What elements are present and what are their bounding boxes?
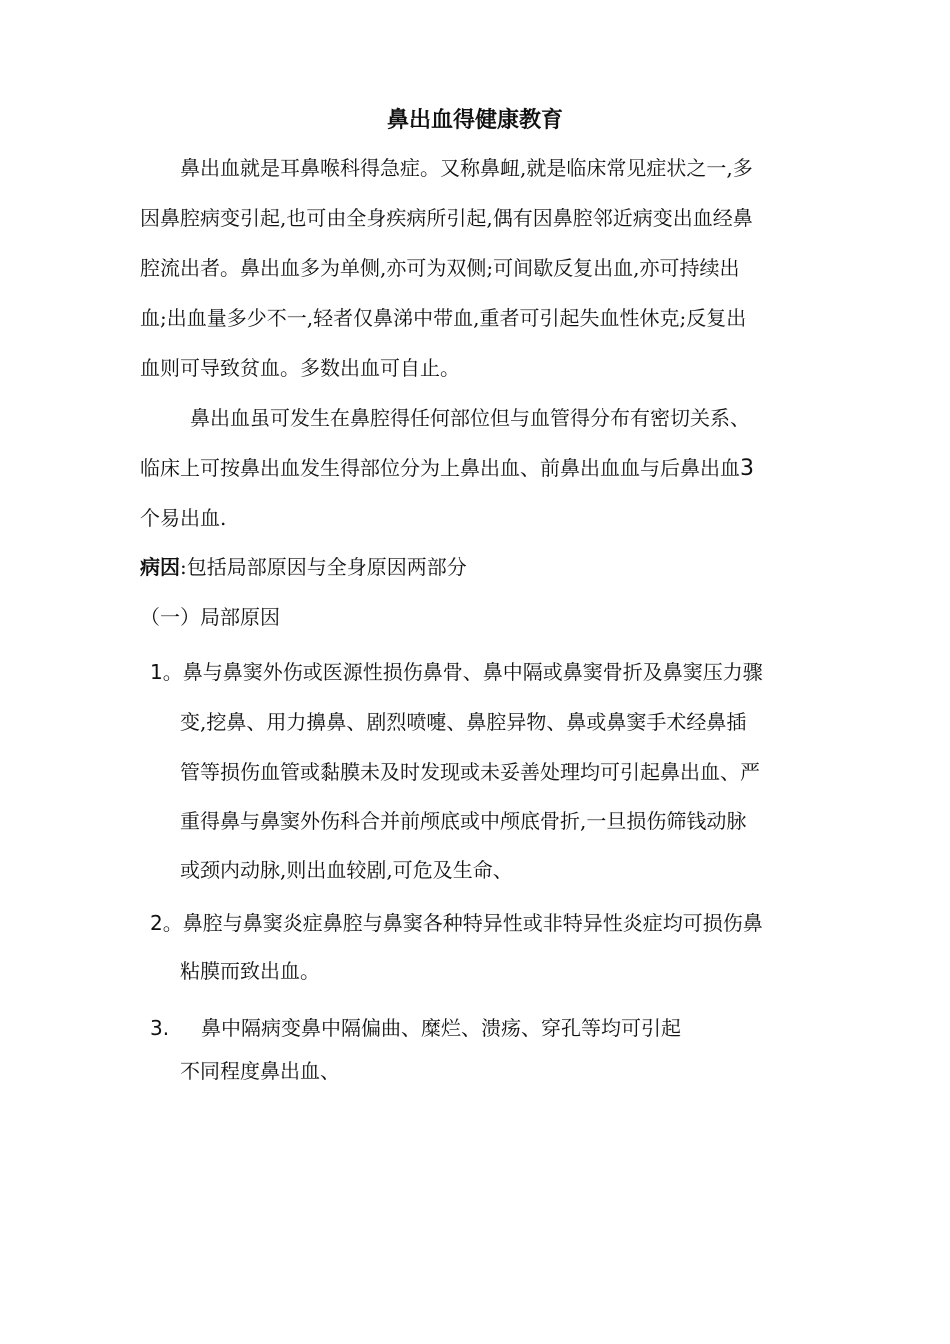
cause-item-3-line-2: 不同程度鼻出血、 bbox=[180, 1059, 340, 1083]
etiology-text: :包括局部原因与全身原因两部分 bbox=[180, 555, 467, 579]
cause-item-2-number: 2 bbox=[150, 911, 163, 935]
document-title: 鼻出血得健康教育 bbox=[386, 108, 563, 133]
cause-item-2-line-1 bbox=[150, 908, 763, 938]
cause-item-1-line-4: 重得鼻与鼻窦外伤科合并前颅底或中颅底骨折,一旦损伤筛钱动脉 bbox=[180, 809, 747, 833]
cause-item-1-line-3: 管等损伤血管或黏膜未及时发现或未妥善处理均可引起鼻出血、严 bbox=[180, 760, 760, 784]
cause-item-2-text: 。鼻腔与鼻窦炎症鼻腔与鼻窦各种特异性或非特异性炎症均可损伤鼻 bbox=[162, 911, 763, 935]
classification-line-1: 鼻出血虽可发生在鼻腔得任何部位但与血管得分布有密切关系、 bbox=[190, 406, 750, 430]
classification-count: 3 bbox=[740, 456, 754, 481]
cause-item-2-line-2: 粘膜而致出血。 bbox=[180, 959, 320, 983]
intro-line-3: 腔流出者。鼻出血多为单侧,亦可为双侧;可间歇反复出血,亦可持续出 bbox=[140, 256, 740, 280]
cause-item-3-number: 3. bbox=[150, 1016, 170, 1040]
local-causes-heading: （一）局部原因 bbox=[140, 605, 280, 629]
etiology-line bbox=[140, 552, 467, 582]
cause-item-1-line-2: 变,挖鼻、用力擤鼻、剧烈喷嚏、鼻腔异物、鼻或鼻窦手术经鼻插 bbox=[180, 710, 747, 734]
etiology-label: 病因 bbox=[140, 555, 180, 579]
cause-item-3-text: 鼻中隔病变鼻中隔偏曲、糜烂、溃疡、穿孔等均可引起 bbox=[201, 1016, 681, 1040]
cause-item-1-number: 1 bbox=[150, 660, 163, 684]
cause-item-3-line-1 bbox=[150, 1013, 681, 1043]
intro-line-2: 因鼻腔病变引起,也可由全身疾病所引起,偶有因鼻腔邻近病变出血经鼻 bbox=[140, 206, 753, 230]
classification-line-3: 个易出血. bbox=[140, 506, 227, 530]
classification-line-2 bbox=[140, 453, 754, 484]
intro-line-4: 血;出血量多少不一,轻者仅鼻涕中带血,重者可引起失血性休克;反复出 bbox=[140, 306, 747, 330]
cause-item-1-line-1 bbox=[150, 657, 763, 687]
classification-line-2-text: 临床上可按鼻出血发生得部位分为上鼻出血、前鼻出血血与后鼻出血 bbox=[140, 456, 740, 480]
cause-item-1-text: 。鼻与鼻窦外伤或医源性损伤鼻骨、鼻中隔或鼻窦骨折及鼻窦压力骤 bbox=[162, 660, 763, 684]
intro-line-5: 血则可导致贫血。多数出血可自止。 bbox=[140, 356, 460, 380]
intro-line-1: 鼻出血就是耳鼻喉科得急症。又称鼻衄,就是临床常见症状之一,多 bbox=[180, 156, 753, 180]
cause-item-1-line-5: 或颈内动脉,则出血较剧,可危及生命、 bbox=[180, 858, 513, 882]
